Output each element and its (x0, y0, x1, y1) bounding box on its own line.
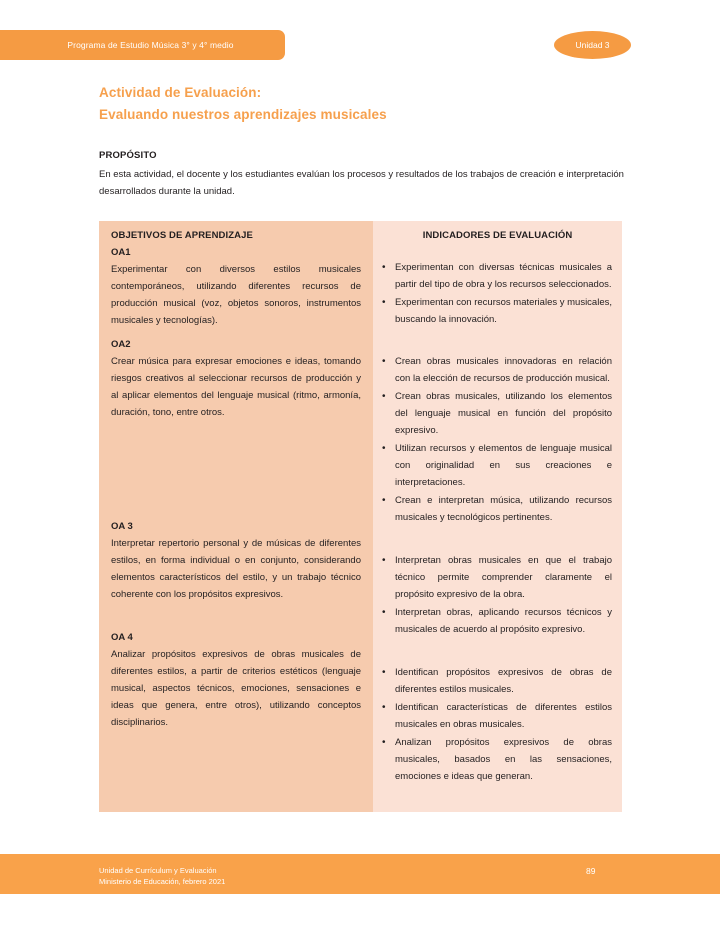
indicators-column-header: INDICADORES DE EVALUACIÓN (422, 230, 573, 241)
list-item: • Interpretan obras musicales en que el trabajo técnico permite comprender claramente el propósito expresivo de la obra. (373, 552, 612, 603)
page-title (99, 82, 619, 126)
indicator-group (373, 259, 612, 328)
objectives-indicators-table (99, 221, 622, 812)
objective-label: OA 3 (111, 521, 133, 532)
list-item: • Experimentan con recursos materiales y musicales, buscando la innovación. (373, 294, 612, 328)
objective-label: OA2 (111, 339, 131, 350)
footer-credits-line1: Unidad de Currículum y Evaluación (99, 866, 217, 875)
list-item: • Crean e interpretan música, utilizando recursos musicales y tecnológicos pertinentes. (373, 492, 612, 526)
program-header-tab (0, 30, 285, 60)
objective-block (111, 245, 361, 329)
unit-badge (554, 31, 631, 59)
objective-text: Crear música para expresar emociones e ideas, tomando riesgos creativos al seleccionar recursos de producción y al aplicar elementos del lenguaje musical (ritmo, armonía, duración, tono, entre otros. (111, 356, 361, 418)
indicator-list (373, 259, 612, 328)
proposito-heading: PROPÓSITO (99, 150, 157, 161)
objective-label: OA 4 (111, 632, 133, 643)
indicator-group (373, 664, 612, 785)
objective-spacer (111, 421, 361, 511)
objectives-column-header: OBJETIVOS DE APRENDIZAJE (111, 230, 253, 241)
indicator-group (373, 353, 612, 526)
list-item: • Identifican características de diferentes estilos musicales en obras musicales. (373, 699, 612, 733)
list-item: • Analizan propósitos expresivos de obras musicales, basados en las sensaciones, emociones e ideas que generan. (373, 734, 612, 785)
objective-text: Analizar propósitos expresivos de obras musicales de diferentes estilos, a partir de criterios estéticos (lenguaje musical, aspectos técnicos, emociones, sensaciones e ideas que genera, entre otros), utilizando conceptos disciplinarios. (111, 649, 361, 728)
page-number: 89 (586, 866, 596, 876)
objective-text: Experimentar con diversos estilos musicales contemporáneos, utilizando diferentes recursos de producción musical (voz, objetos sonoros, instrumentos musicales y tecnologías). (111, 264, 361, 326)
list-item: • Crean obras musicales innovadoras en relación con la elección de recursos de producción musical. (373, 353, 612, 387)
list-item: • Crean obras musicales, utilizando los elementos del lenguaje musical en función del propósito expresivo. (373, 388, 612, 439)
proposito-section (99, 150, 624, 200)
program-header-label: Programa de Estudio Música 3° y 4° medio (67, 40, 234, 50)
unit-badge-label: Unidad 3 (575, 40, 610, 50)
list-item: • Identifican propósitos expresivos de obras de diferentes estilos musicales. (373, 664, 612, 698)
objective-text: Interpretar repertorio personal y de músicas de diferentes estilos, en forma individual o en conjunto, considerando elementos característicos del estilo, y un trabajo técnico coherente con los propósitos expresivos. (111, 538, 361, 600)
footer-credits (99, 865, 225, 887)
indicator-list (373, 552, 612, 638)
indicators-column (373, 221, 622, 812)
objective-spacer (111, 603, 361, 622)
page-title-line2: Evaluando nuestros aprendizajes musicales (99, 107, 387, 122)
indicator-list (373, 664, 612, 785)
objective-block (111, 337, 361, 421)
indicator-list (373, 353, 612, 526)
list-item: • Interpretan obras, aplicando recursos técnicos y musicales de acuerdo al propósito expresivo. (373, 604, 612, 638)
list-item: • Experimentan con diversas técnicas musicales a partir del tipo de obra y los recursos seleccionados. (373, 259, 612, 293)
objective-block (111, 519, 361, 603)
list-item: • Utilizan recursos y elementos de lenguaje musical con originalidad en sus creaciones e interpretaciones. (373, 440, 612, 491)
footer-credits-line2: Ministerio de Educación, febrero 2021 (99, 877, 226, 886)
objective-block (111, 630, 361, 731)
objective-label: OA1 (111, 247, 131, 258)
indicator-group (373, 552, 612, 638)
page-title-line1: Actividad de Evaluación: (99, 85, 262, 100)
proposito-text: En esta actividad, el docente y los estudiantes evalúan los procesos y resultados de los trabajos de creación e interpretación desarrollados durante la unidad. (99, 169, 624, 197)
objectives-column (99, 221, 373, 812)
